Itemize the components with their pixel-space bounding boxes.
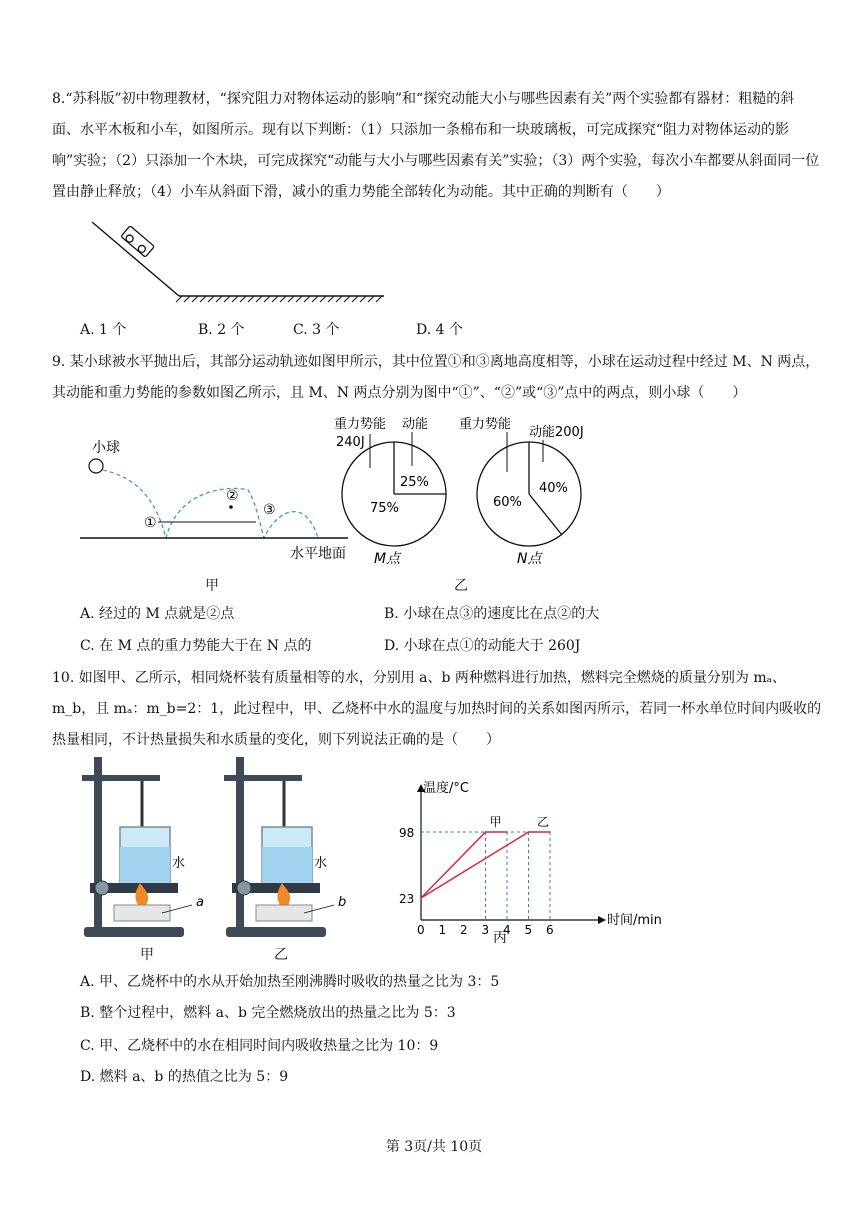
point-3-label: ③ [263,502,276,518]
ball-label: 小球 [92,440,120,456]
point-1-label: ① [144,515,157,531]
q10-option-b[interactable]: B. 整个过程中，燃料 a、b 完全燃烧放出的热量之比为 5：3 [80,1005,456,1021]
stand-base [84,927,184,937]
clamp-knob [95,881,109,895]
fuel-block [256,905,312,921]
x-axis-label: 时间/min [607,913,662,928]
water [262,847,312,885]
q8-option-d[interactable]: D. 4 个 [416,322,463,338]
x-tick-4: 4 [503,923,511,937]
x-tick-3: 3 [481,923,490,937]
x-tick-6: 6 [546,923,554,937]
q9-option-c[interactable]: C. 在 M 点的重力势能大于在 N 点的 [80,638,312,654]
ground-hatching [176,296,382,302]
chart-caption: 丙 [493,930,507,945]
question-8-text: 8.“苏科版”初中物理教材，“探究阻力对物体运动的影响”和“探究动能大小与哪些因素有关”两个实验都有器材：粗糙的斜面、水平木板和小车，如图所示。现有以下判断：（1）只添加一条棉布和一块玻璃板，可完成探究“阻力对物体运动的影响”实验；（2）只添加一个木块，可完成探究“动能与大小与哪些因素有关”实验；（3）两个实验，每次小车都要从斜面同一位置由静止释放；（4）小车从斜面下滑，减小的重力势能全部转化为动能。其中正确的判断有（ ） [52,91,820,200]
apparatus-jia-caption: 甲 [140,947,154,963]
clamp-arm [82,775,160,781]
y-tick-98: 98 [399,826,415,840]
apparatus-yi [222,755,352,940]
q10-option-c[interactable]: C. 甲、乙烧杯中的水在相同时间内吸收热量之比为 10：9 [80,1038,439,1054]
stand-pole [94,757,102,929]
water [120,847,170,885]
water-label: 水 [314,856,328,871]
x-tick-1: 1 [438,923,447,937]
q9-option-b[interactable]: B. 小球在点③的速度比在点②的大 [384,606,600,622]
q8-option-b[interactable]: B. 2 个 [198,322,245,338]
x-tick-2: 2 [460,923,468,937]
stand-base [226,927,326,937]
point-2-marker [229,505,233,509]
pie-n-slice-ke: 40% [539,481,568,496]
pie-n-ke-label: 动能200J [529,425,584,440]
clamp-knob [237,881,251,895]
ground-label: 水平地面 [290,546,346,562]
stand-pole [236,757,244,929]
clamp-arm [224,775,302,781]
question-10-text: 10. 如图甲、乙所示，相同烧杯装有质量相等的水，分别用 a、b 两种燃料进行加热，燃料完全燃烧的质量分别为 mₐ、m_b，且 mₐ：m_b=2：1，此过程中，甲、乙烧杯中水的温度与加热时间的关系如图丙所示，若同一杯水单位时间内吸收的热量相同，不计热量损失和水质量的变化，则下列说法正确的是（ ） [52,670,822,748]
q8-option-c[interactable]: C. 3 个 [293,322,340,338]
pie-n-slice-gp: 60% [493,495,522,510]
water-label: 水 [172,856,186,871]
fuel-label: b [338,895,347,910]
fuel-block [114,905,170,921]
series-1-point [528,831,530,833]
pie-n-caption: N点 [517,551,542,567]
temperature-time-chart [395,770,695,945]
series-line-0 [421,832,507,898]
figure-jia-caption: 甲 [205,578,219,594]
series-label-jia: 甲 [489,815,502,829]
cart [121,226,154,257]
pie-n-gp-label: 重力势能 [459,417,512,432]
trajectory-path [103,470,318,538]
point-2-label: ② [226,488,239,504]
pie-m-slice-ke: 25% [400,475,429,490]
pie-m-slice-gp: 75% [370,501,399,516]
apparatus-yi-caption: 乙 [274,947,288,963]
series-0-point [506,831,508,833]
pie-n-figure [455,410,615,570]
question-9-text: 9. 某小球被水平抛出后，其部分运动轨迹如图甲所示，其中位置①和③离地高度相等，小球在运动过程中经过 M、N 两点，其动能和重力势能的参数如图乙所示，且 M、N 两点分别为图中“①”、“②”或“③”点中的两点，则小球（ ） [52,354,820,401]
pie-m-gp-label: 重力势能 [334,417,387,432]
q9-option-d[interactable]: D. 小球在点①的动能大于 260J [384,638,581,654]
series-0-point [485,831,487,833]
pie-m-gp-value: 240J [336,435,365,450]
pie-m-caption: M点 [374,551,401,567]
q8-option-a[interactable]: A. 1 个 [80,322,127,338]
x-axis-arrow [598,916,606,924]
y-tick-23: 23 [399,892,415,906]
q10-option-a[interactable]: A. 甲、乙烧杯中的水从开始加热至刚沸腾时吸收的热量之比为 3：5 [80,974,500,990]
q9-option-a[interactable]: A. 经过的 M 点就是②点 [80,606,235,622]
series-1-point [549,831,551,833]
x-tick-0: 0 [417,923,425,937]
incline-figure [84,214,389,304]
apparatus-jia [80,755,210,940]
trajectory-figure [78,430,368,565]
fuel-label: a [196,895,204,910]
y-axis-label: 温度/°C [423,781,469,796]
ball [89,459,103,473]
series-1-point [420,897,422,899]
series-label-yi: 乙 [537,815,550,829]
pie-m-ke-label: 动能 [402,417,429,432]
x-tick-5: 5 [524,923,533,937]
figure-yi-caption: 乙 [454,578,468,594]
q10-option-d[interactable]: D. 燃料 a、b 的热值之比为 5：9 [80,1069,289,1085]
page-footer: 第 3页/共 10页 [385,1139,483,1155]
